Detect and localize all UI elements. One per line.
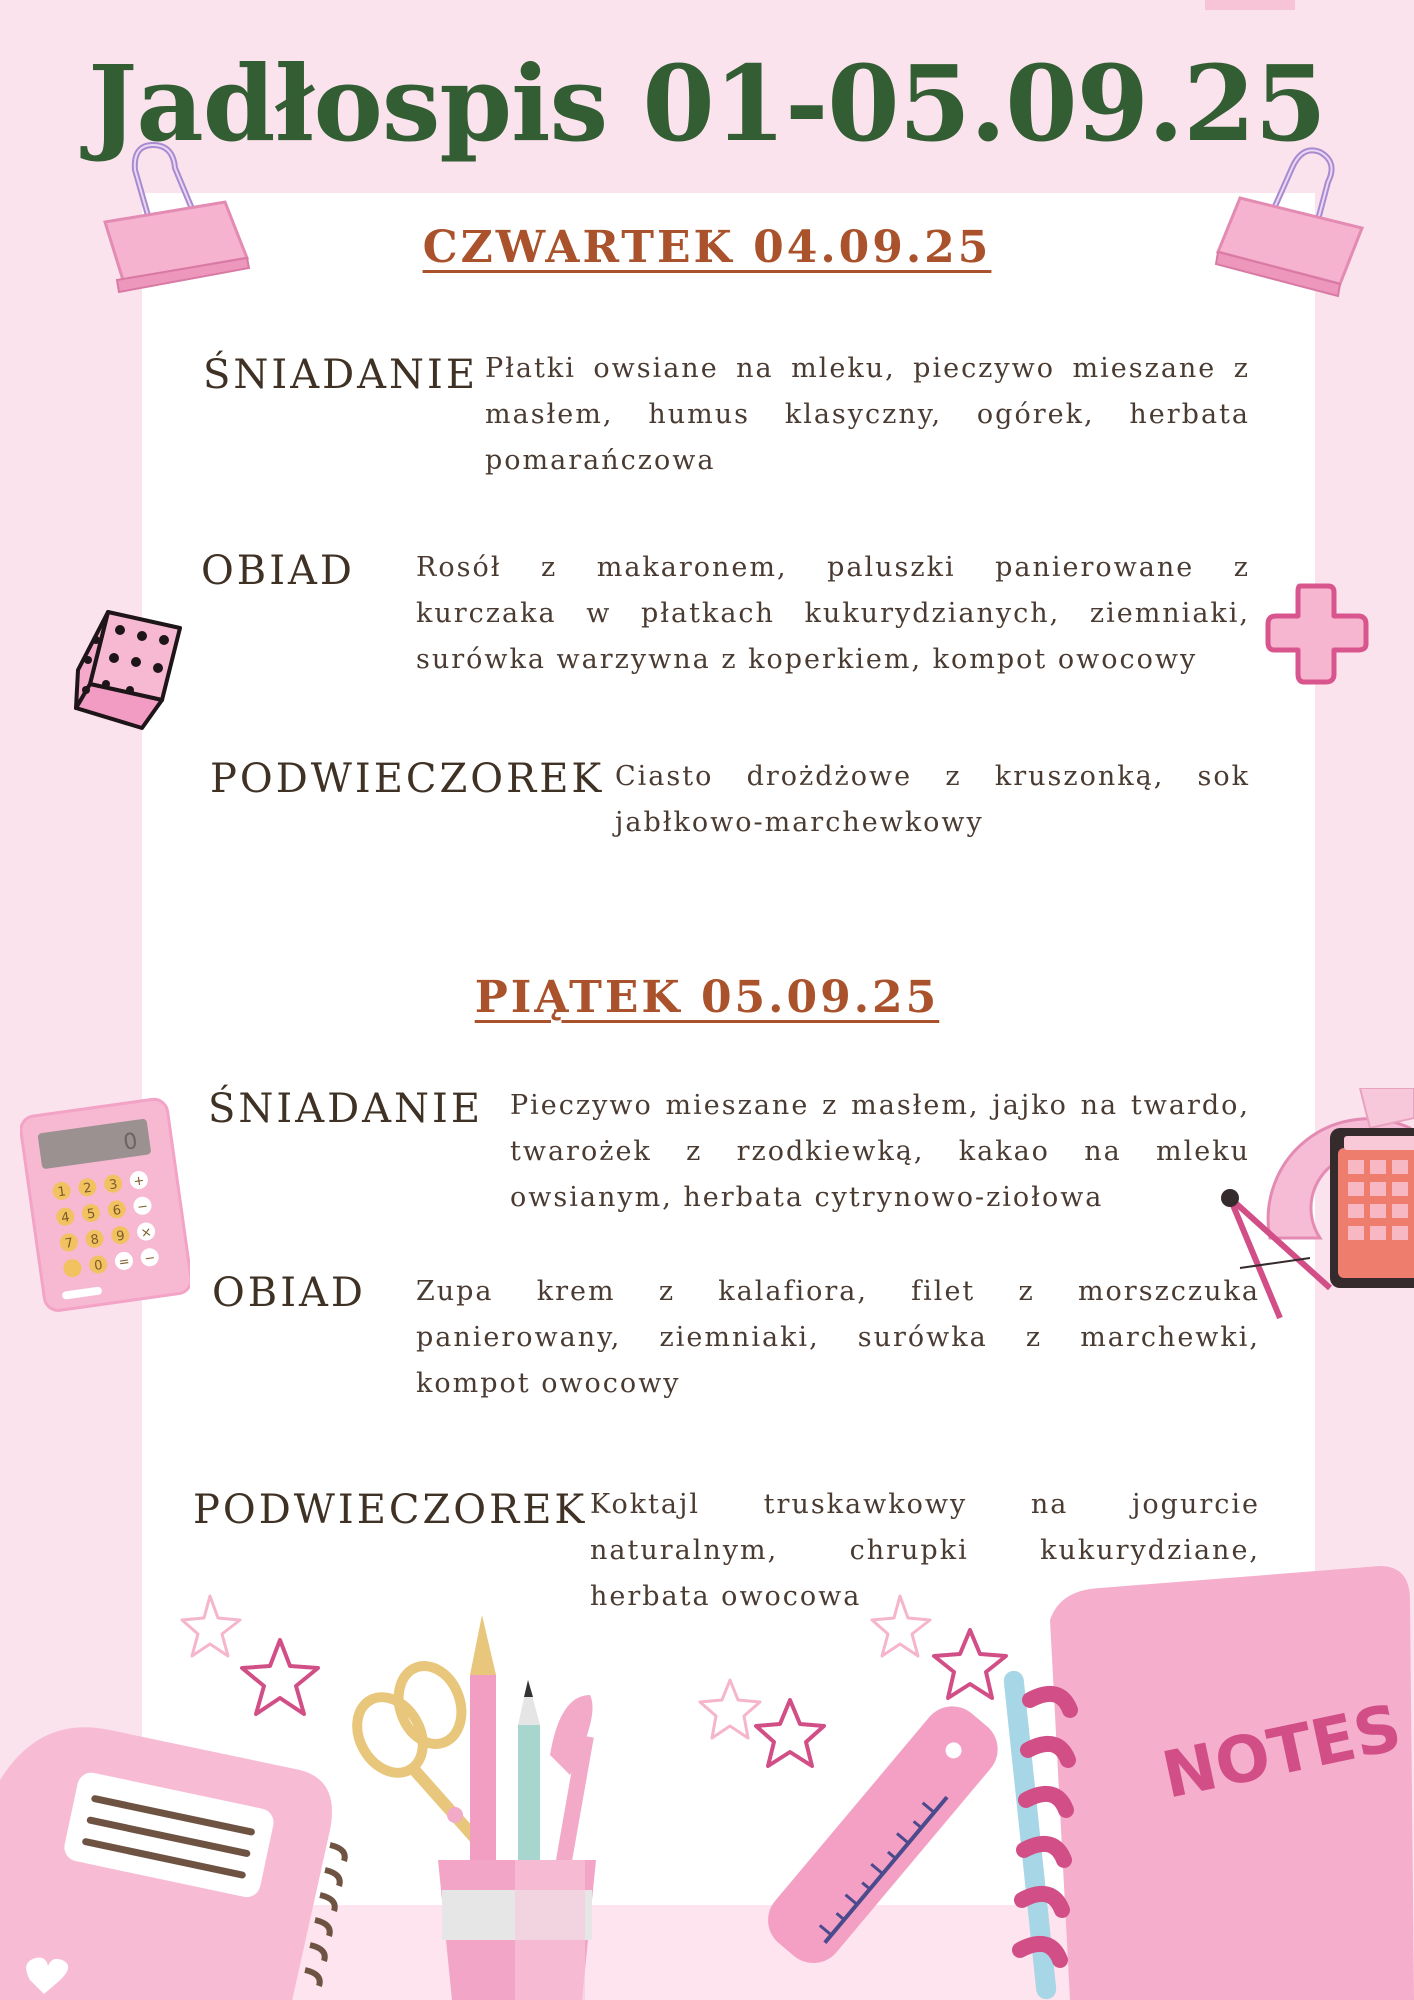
notebook-icon xyxy=(0,1720,360,2000)
meal-label-snack-thu: PODWIECZOREK xyxy=(210,756,605,802)
binder-clip-icon xyxy=(1210,140,1375,305)
svg-text:2: 2 xyxy=(82,1180,93,1197)
svg-text:=: = xyxy=(117,1254,131,1271)
notes-label: NOTES xyxy=(1156,1691,1408,1814)
meal-label-breakfast-thu: ŚNIADANIE xyxy=(203,352,479,398)
day-heading-thursday: CZWARTEK 04.09.25 xyxy=(422,222,992,273)
geometry-tools-icon xyxy=(1210,1088,1414,1348)
stars-icon xyxy=(180,1590,330,1730)
svg-text:3: 3 xyxy=(108,1177,119,1194)
calculator-display: 0 xyxy=(121,1128,140,1156)
corner-tab xyxy=(1205,0,1295,10)
ruler-icon xyxy=(740,1700,1000,2000)
meal-text-lunch-fri: Zupa krem z kalafiora, filet z morszczuka panierowany, ziemniaki, surówka z marchewki, kompot owocowy xyxy=(416,1276,1260,1399)
dice-icon xyxy=(70,600,200,735)
meal-text-lunch-thu: Rosół z makaronem, paluszki panierowane z kurczaka w płatkach kukurydzianych, ziemniaki, surówka warzywna z koperkiem, kompot owocowy xyxy=(416,552,1250,675)
calculator-icon xyxy=(20,1095,190,1315)
plus-icon xyxy=(1262,580,1372,688)
svg-text:8: 8 xyxy=(89,1232,100,1249)
svg-text:+: + xyxy=(132,1173,146,1190)
svg-text:1: 1 xyxy=(56,1184,67,1201)
svg-text:−: − xyxy=(143,1250,157,1267)
meal-text-breakfast-thu: Płatki owsiane na mleku, pieczywo mieszane z masłem, humus klasyczny, ogórek, herbata pomarańczowa xyxy=(485,353,1250,476)
svg-text:−: − xyxy=(136,1199,150,1216)
pencil-cup-icon xyxy=(350,1615,640,2000)
meal-text-snack-fri: Koktajl truskawkowy na jogurcie naturalnym, chrupki kukurydziane, herbata owocowa xyxy=(590,1489,1260,1612)
page-title: Jadłospis 01-05.09.25 xyxy=(88,42,1326,165)
notes-notebook-icon xyxy=(990,1560,1414,2000)
svg-text:0: 0 xyxy=(93,1258,104,1275)
day-heading-friday: PIĄTEK 05.09.25 xyxy=(474,972,940,1023)
svg-text:5: 5 xyxy=(86,1206,97,1223)
meal-text-breakfast-fri: Pieczywo mieszane z masłem, jajko na twardo, twarożek z rzodkiewką, kakao na mleku owsianym, herbata cytrynowo-ziołowa xyxy=(510,1090,1250,1213)
meal-label-breakfast-fri: ŚNIADANIE xyxy=(208,1086,484,1132)
meal-text-snack-thu: Ciasto drożdżowe z kruszonką, sok jabłkowo-marchewkowy xyxy=(615,761,1250,838)
svg-text:7: 7 xyxy=(63,1235,75,1252)
meal-label-lunch-thu: OBIAD xyxy=(201,548,355,594)
svg-text:9: 9 xyxy=(115,1228,126,1245)
binder-clip-icon xyxy=(95,140,255,305)
svg-text:6: 6 xyxy=(111,1202,123,1219)
meal-label-lunch-fri: OBIAD xyxy=(212,1270,366,1316)
svg-text:×: × xyxy=(139,1224,153,1242)
svg-text:4: 4 xyxy=(60,1210,71,1227)
meal-label-snack-fri: PODWIECZOREK xyxy=(193,1487,588,1533)
